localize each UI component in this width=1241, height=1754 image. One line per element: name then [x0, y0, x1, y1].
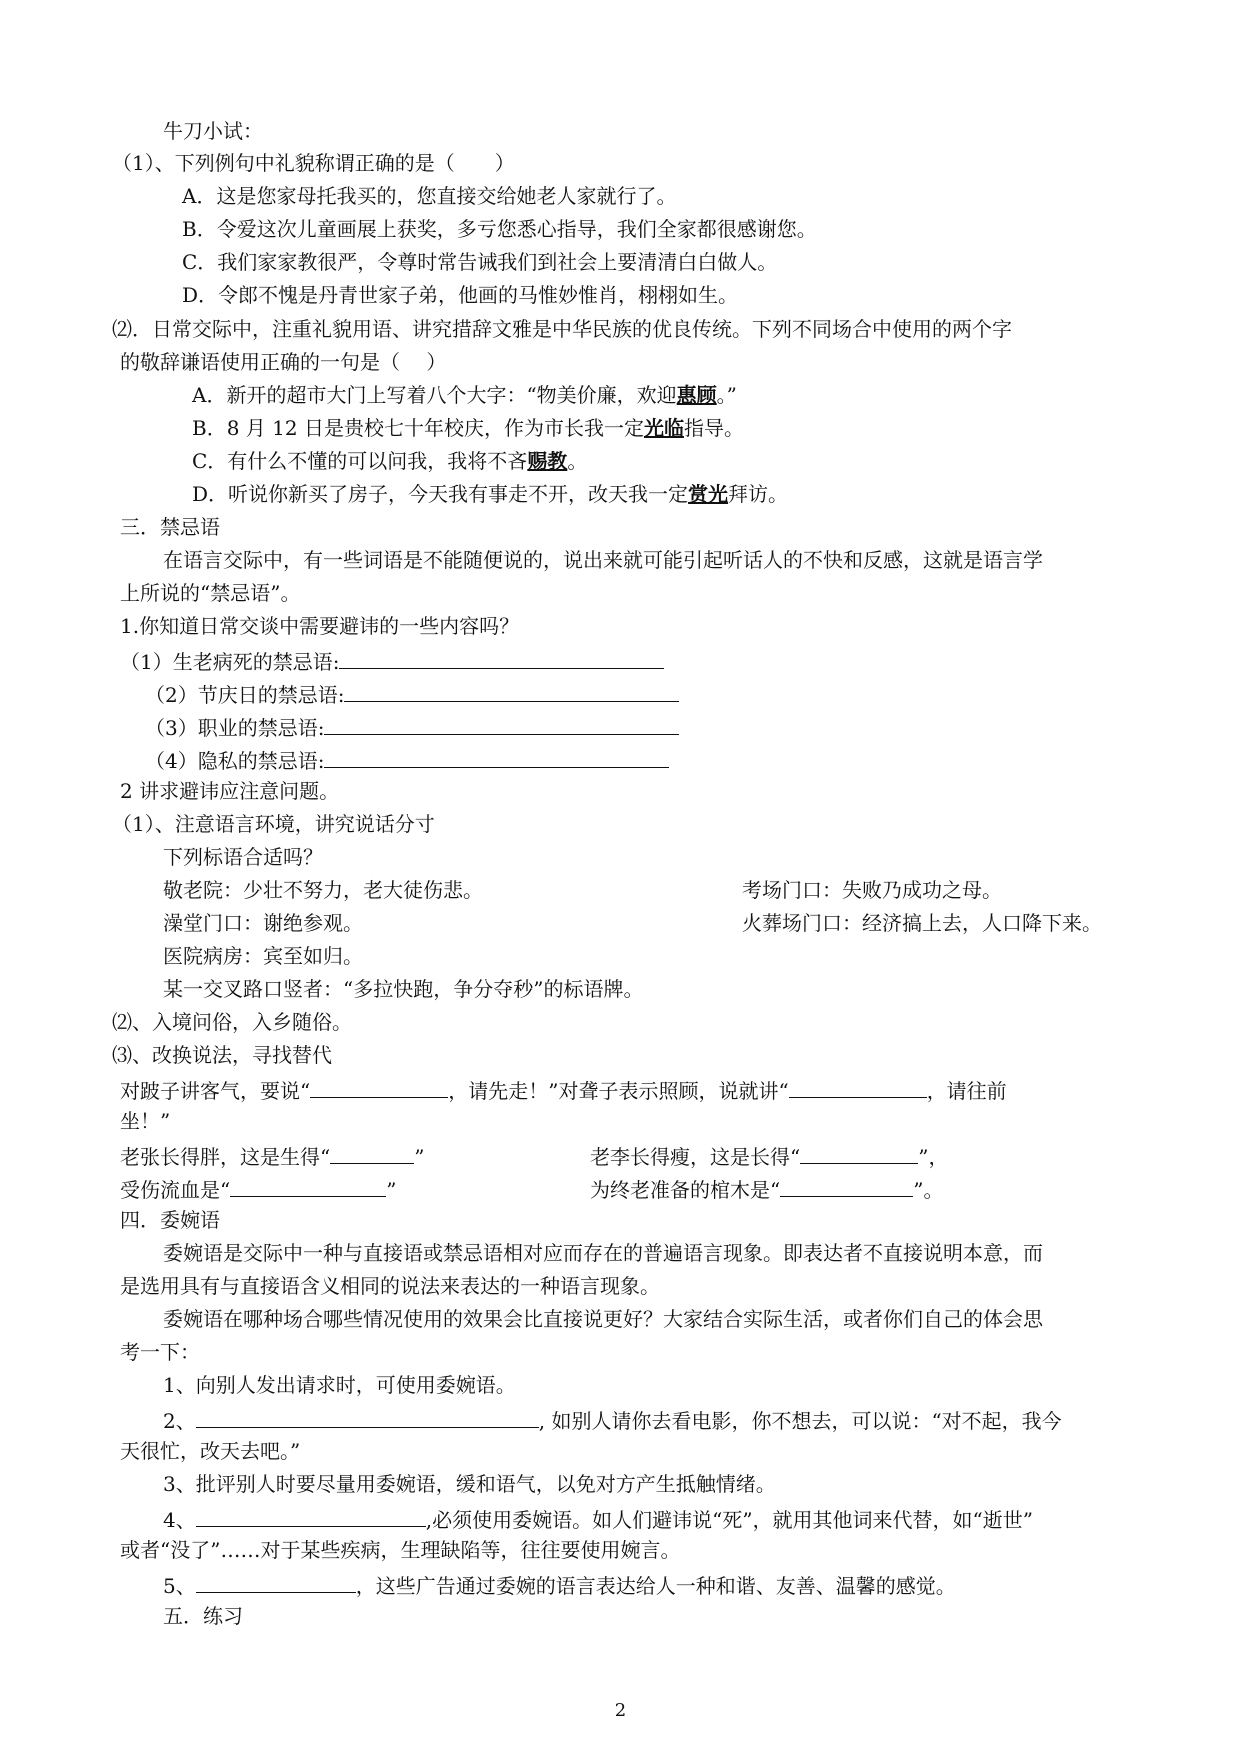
taboo-question-1: 1.你知道日常交谈中需要避讳的一些内容吗？ [120, 614, 520, 638]
blank-line [789, 1075, 927, 1098]
slogan-hospital: 医院病房：宾至如归。 [163, 944, 363, 968]
taboo-item-4: （4）隐私的禁忌语: [145, 745, 669, 774]
taboo-sub-2: ⑵、入境问俗，入乡随俗。 [112, 1010, 352, 1034]
blank-line [344, 679, 679, 702]
fat-euphemism: 老张长得胖，这是生得“ ” [120, 1141, 424, 1170]
blank-line [800, 1141, 918, 1164]
euphemism-item-5: 5、 ，这些广告通过委婉的语言表达给人一种和谐、友善、温馨的感觉。 [163, 1570, 956, 1599]
euphemism-p2-line2: 考一下： [120, 1340, 200, 1364]
blank-line [196, 1405, 539, 1428]
coffin-euphemism: 为终老准备的棺木是“ ”。 [590, 1174, 943, 1203]
taboo-item-1: （1）生老病死的禁忌语: [120, 646, 664, 675]
euphemism-item-4: 4、 ,必须使用委婉语。如人们避讳说“死”，就用其他词来代替，如“逝世” [163, 1504, 1033, 1533]
euphemism-item-2: 2、 , 如别人请你去看电影，你不想去，可以说：“对不起，我今 [163, 1405, 1062, 1434]
q2-option-a: A．新开的超市大门上写着八个大字：“物美价廉，欢迎惠顾。” [192, 383, 737, 407]
slogan-nursing-home: 敬老院：少壮不努力，老大徒伤悲。 [163, 878, 483, 902]
blank-line [330, 1141, 414, 1164]
q2-option-b: B．8 月 12 日是贵校七十年校庆，作为市长我一定光临指导。 [192, 416, 744, 440]
page-number: 2 [614, 1700, 627, 1721]
euphemism-item-3: 3、批评别人时要尽量用委婉语，缓和语气，以免对方产生抵触情绪。 [163, 1472, 776, 1496]
taboo-sub-3: ⑶、改换说法，寻找替代 [112, 1043, 332, 1067]
q1-option-c: C．我们家家教很严，令尊时常告诫我们到社会上要清清白白做人。 [182, 250, 778, 274]
blank-line [230, 1174, 386, 1197]
q1-option-a: A．这是您家母托我买的，您直接交给她老人家就行了。 [182, 184, 677, 208]
taboo-item-2: （2）节庆日的禁忌语: [145, 679, 679, 708]
taboo-sub-1: （1）、注意语言环境，讲究说话分寸 [112, 812, 435, 836]
substitution-line-2: 坐！” [120, 1109, 171, 1133]
q1-option-b: B．令爱这次儿童画展上获奖，多亏您悉心指导，我们全家都很感谢您。 [182, 217, 817, 241]
q1-stem: （1）、下列例句中礼貌称谓正确的是（ ） [112, 151, 515, 175]
q1-option-d: D．令郎不愧是丹青世家子弟，他画的马惟妙惟肖，栩栩如生。 [182, 283, 739, 307]
q2-option-d-keyword: 赏光 [688, 482, 729, 506]
q2-option-c: C．有什么不懂的可以问我，我将不吝赐教。 [192, 449, 588, 473]
euphemism-p2-line1: 委婉语在哪种场合哪些情况使用的效果会比直接说更好？大家结合实际生活，或者你们自己的体会思 [163, 1307, 1043, 1331]
euphemism-item-4-cont: 或者“没了”……对于某些疾病，生理缺陷等，往往要使用婉言。 [120, 1538, 681, 1562]
blank-line [339, 646, 664, 669]
euphemism-p1-line2: 是选用具有与直接语含义相同的说法来表达的一种语言现象。 [120, 1274, 660, 1298]
taboo-item-3: （3）职业的禁忌语: [145, 712, 679, 741]
blank-line [310, 1075, 448, 1098]
taboo-question-2: 2 讲求避讳应注意问题。 [120, 779, 340, 803]
blank-line [780, 1174, 913, 1197]
trial-heading: 牛刀小试： [163, 119, 263, 143]
slogan-question: 下列标语合适吗？ [163, 845, 323, 869]
practice-heading: 五．练习 [163, 1604, 243, 1628]
blank-line [196, 1504, 426, 1527]
slogan-exam-hall: 考场门口：失败乃成功之母。 [742, 878, 1002, 902]
thin-euphemism: 老李长得瘦，这是长得“ ”， [590, 1141, 948, 1170]
taboo-intro-line2: 上所说的“禁忌语”。 [120, 581, 301, 605]
euphemism-heading: 四．委婉语 [120, 1208, 220, 1232]
q2-option-d: D．听说你新买了房子，今天我有事走不开，改天我一定赏光拜访。 [192, 482, 789, 506]
slogan-crossroad: 某一交叉路口竖者：“多拉快跑，争分夺秒”的标语牌。 [163, 977, 644, 1001]
blank-line [196, 1570, 356, 1593]
euphemism-item-1: 1、向别人发出请求时，可使用委婉语。 [163, 1373, 516, 1397]
euphemism-p1-line1: 委婉语是交际中一种与直接语或禁忌语相对应而存在的普遍语言现象。即表达者不直接说明本意，而 [163, 1241, 1043, 1265]
blank-line [324, 712, 679, 735]
blank-line [324, 745, 669, 768]
slogan-bathhouse: 澡堂门口：谢绝参观。 [163, 911, 363, 935]
taboo-intro-line1: 在语言交际中，有一些词语是不能随便说的，说出来就可能引起听话人的不快和反感，这就是语言学 [163, 548, 1043, 572]
q2-stem-line1: ⑵．日常交际中，注重礼貌用语、讲究措辞文雅是中华民族的优良传统。下列不同场合中使用的两个字 [112, 317, 1012, 341]
taboo-heading: 三．禁忌语 [120, 515, 220, 539]
euphemism-item-2-cont: 天很忙，改天去吧。” [120, 1439, 301, 1463]
substitution-line-1: 对跛子讲客气，要说“ ，请先走！”对聋子表示照顾，说就讲“ ，请往前 [120, 1075, 1007, 1104]
blood-euphemism: 受伤流血是“ ” [120, 1174, 396, 1203]
q2-option-a-keyword: 惠顾 [676, 383, 717, 407]
slogan-crematorium: 火葬场门口：经济搞上去，人口降下来。 [742, 911, 1102, 935]
q2-option-c-keyword: 赐教 [527, 449, 568, 473]
q2-option-b-keyword: 光临 [643, 416, 684, 440]
q2-stem-line2: 的敬辞谦语使用正确的一句是（ ） [120, 350, 447, 374]
